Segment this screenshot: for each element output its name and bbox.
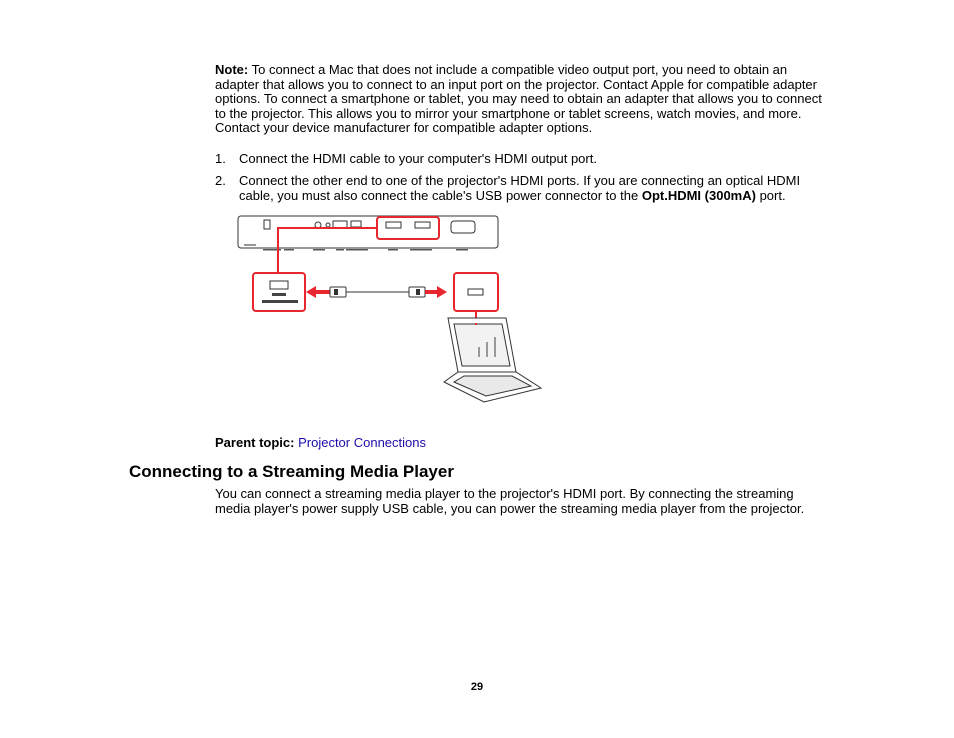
parent-topic-label: Parent topic: — [215, 435, 295, 450]
step-number: 2. — [215, 173, 226, 188]
page-number: 29 — [470, 681, 484, 693]
note-label: Note: — [215, 62, 249, 77]
note-paragraph — [215, 63, 825, 136]
step-text-after: port. — [755, 187, 786, 203]
step-port-name: Opt.HDMI (300mA) — [641, 187, 756, 203]
laptop-hdmi-callout — [454, 273, 498, 311]
hdmi-port-icon — [386, 222, 430, 228]
step-number: 1. — [215, 151, 226, 166]
step-text — [239, 174, 829, 203]
step-text: Connect the HDMI cable to your computer's HDMI output port. — [239, 151, 597, 166]
projector-port-labels — [263, 249, 468, 251]
section-heading: Connecting to a Streaming Media Player — [129, 462, 454, 481]
laptop-icon — [444, 318, 541, 402]
step-text-before: Connect the other end to one of the projector's HDMI ports. If you are connecting an optical HDMI cable, you must also connect the cable's USB power connector to the — [239, 173, 801, 203]
parent-topic — [215, 435, 426, 450]
hdmi-port-2-label — [262, 300, 298, 303]
hdmi-port-1-label — [272, 293, 286, 296]
arrow-right-icon — [437, 286, 447, 298]
connection-illustration — [236, 212, 556, 407]
hdmi-cable — [306, 286, 447, 298]
projector-hdmi-callout — [253, 273, 305, 311]
parent-topic-link[interactable]: Projector Connections — [298, 435, 426, 450]
note-text: To connect a Mac that does not include a compatible video output port, you need to obtain an adapter that allows you to connect to an input port on the projector. Contact Apple for compatible adapter options. To connect a smartphone or tablet, you may need to obtain an adapter that allows you to connect to the projector. This allows you to mirror your smartphone or tablet screens, watch movies, and more. Contact your device manufacturer for compatible adapter options. — [215, 62, 822, 136]
arrow-left-icon — [306, 286, 316, 298]
section-body: You can connect a streaming media player to the projector's HDMI port. By connecting the streaming media player's power supply USB cable, you can power the streaming media player from the projector. — [215, 486, 805, 516]
